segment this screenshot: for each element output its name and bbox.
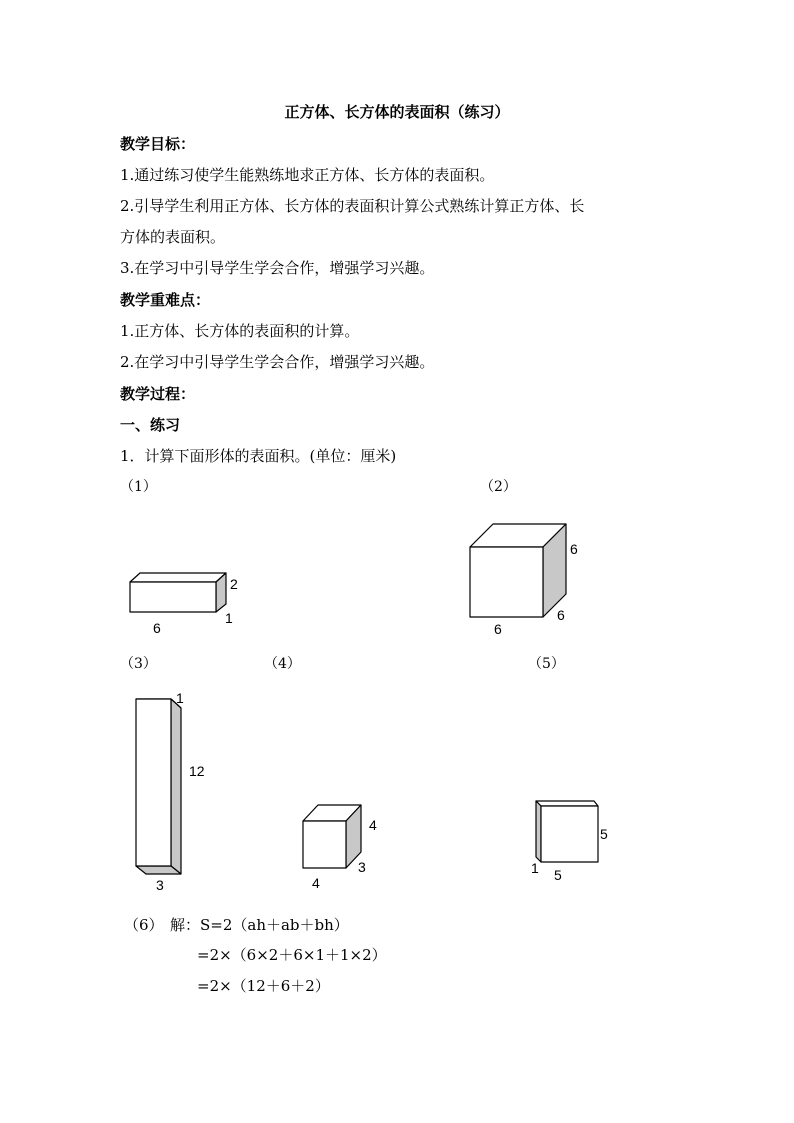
- f2-width-label: 6: [557, 607, 565, 623]
- figure-1-label: （1）: [120, 479, 157, 495]
- goals-heading: 教学目标：: [120, 135, 196, 153]
- key-point-2: 2.在学习中引导学生学会合作，增强学习兴趣。: [120, 353, 435, 371]
- figure-1-cuboid: [130, 573, 226, 612]
- figure-5-label: （5）: [528, 656, 565, 672]
- solution-line-3: =2×（12＋6＋2）: [197, 977, 330, 995]
- figure-3-tall-cuboid: [136, 699, 181, 874]
- f4-width-label: 3: [358, 859, 366, 875]
- key-points-heading: 教学重难点：: [120, 291, 211, 309]
- f4-length-label: 4: [312, 875, 320, 891]
- exercise-1-prompt: 1．计算下面形体的表面积。(单位：厘米): [120, 447, 397, 465]
- f5-height-label: 5: [600, 826, 608, 842]
- f2-length-label: 6: [494, 621, 502, 637]
- figure-4-label: （4）: [264, 656, 301, 672]
- f5-width-label: 1: [531, 860, 539, 876]
- f3-width-label: 1: [176, 690, 184, 706]
- part-one-heading: 一、练习: [120, 416, 181, 434]
- f5-length-label: 5: [554, 867, 562, 883]
- process-heading: 教学过程：: [120, 385, 196, 403]
- solution-line-2: =2×（6×2＋6×1＋1×2）: [197, 946, 387, 964]
- figure-3-label: （3）: [120, 656, 157, 672]
- goal-line-3: 方体的表面积。: [120, 228, 226, 246]
- f1-height-label: 2: [230, 576, 238, 592]
- figure-2-label: （2）: [480, 479, 517, 495]
- f1-width-label: 1: [225, 610, 233, 626]
- figure-2-cube: [470, 524, 566, 617]
- f4-height-label: 4: [369, 817, 377, 833]
- f3-height-label: 12: [189, 763, 205, 779]
- key-point-1: 1.正方体、长方体的表面积的计算。: [120, 322, 360, 340]
- f3-length-label: 3: [156, 877, 164, 893]
- f1-length-label: 6: [153, 620, 161, 636]
- solution-line-1: 解：S=2（ah＋ab＋bh）: [170, 916, 349, 934]
- goal-line-2: 2.引导学生利用正方体、长方体的表面积计算公式熟练计算正方体、长: [120, 197, 585, 215]
- figure-5-cuboid: [536, 801, 598, 862]
- f2-height-label: 6: [570, 541, 578, 557]
- goal-line-1: 1.通过练习使学生能熟练地求正方体、长方体的表面积。: [120, 166, 495, 184]
- goal-line-4: 3.在学习中引导学生学会合作，增强学习兴趣。: [120, 259, 435, 277]
- page-title: 正方体、长方体的表面积（练习）: [284, 103, 510, 121]
- solution-label: （6）: [124, 916, 164, 934]
- figure-4-cube: [303, 805, 361, 868]
